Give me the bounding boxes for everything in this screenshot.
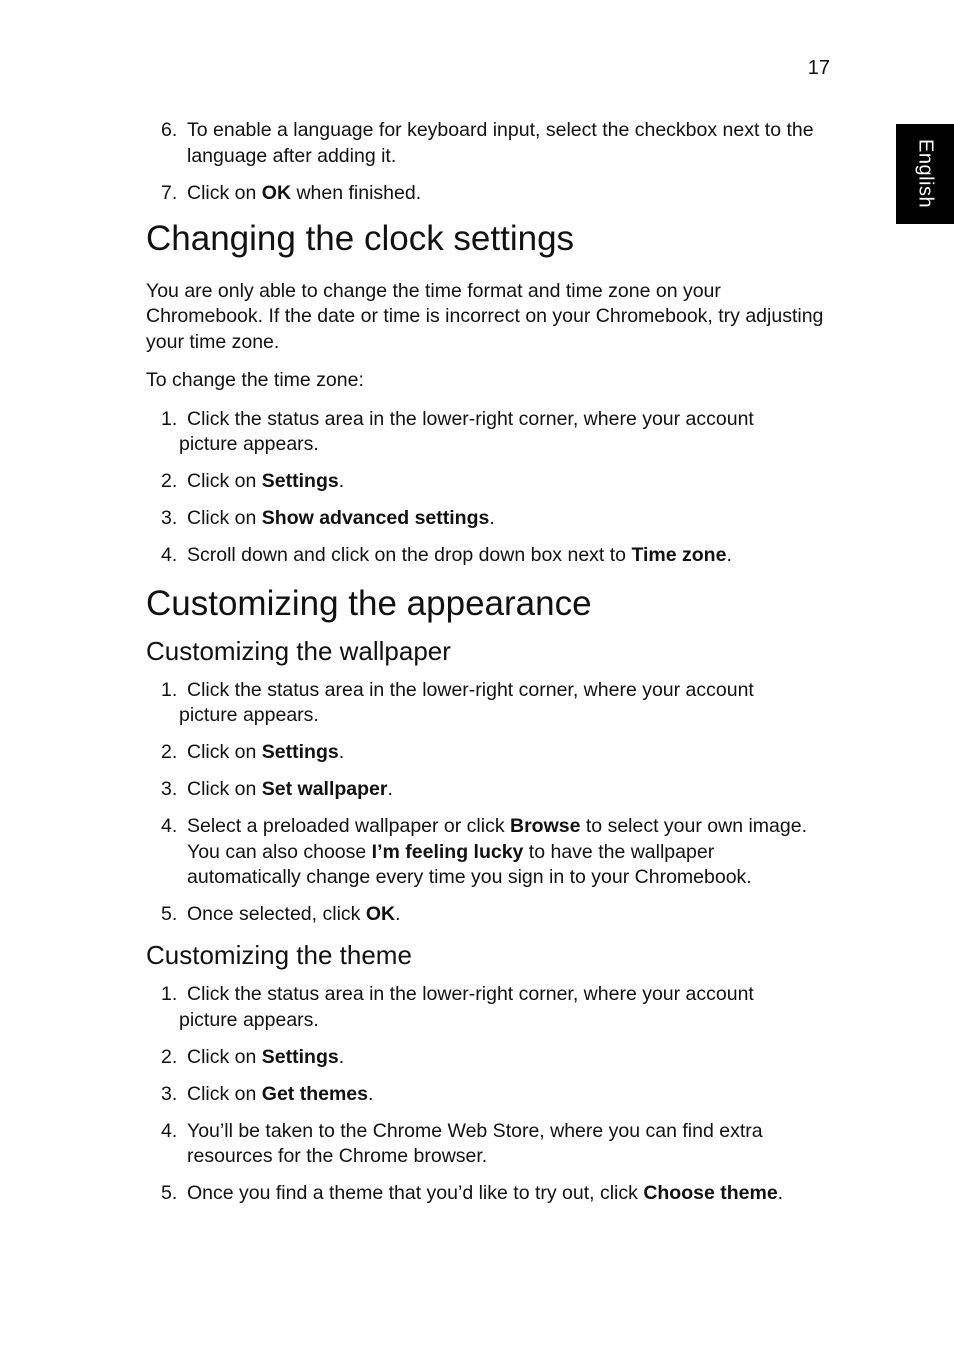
step-number: 5. [161, 903, 178, 925]
step-text: . [367, 1082, 374, 1105]
list-item [146, 506, 826, 532]
step-number: 1. [161, 983, 178, 1005]
step-bold-term: OK [365, 903, 396, 925]
step-number: 2. [161, 741, 178, 763]
step-text: Click on [187, 778, 262, 800]
clock-step-list [146, 407, 826, 569]
clock-intro: You are only able to change the time format and time zone on your Chromebook. If the date or time is incorrect on your Chromebook, try adjusting your time zone. [146, 279, 824, 353]
step-text: Once selected, click [187, 903, 366, 925]
appearance-heading: Customizing the appearance [146, 583, 592, 623]
language-tab-label: English [914, 139, 937, 209]
step-text: Select a preloaded wallpaper or click [187, 815, 511, 837]
step-text: Click on [187, 741, 262, 763]
list-item [146, 1045, 826, 1071]
step-text: Click on [187, 1045, 262, 1068]
language-tab [896, 124, 954, 224]
step-text: Click the status area in the lower-right corner, where your account [187, 407, 754, 430]
step-number: 1. [161, 678, 178, 701]
step-number: 4. [161, 815, 178, 837]
page-number: 17 [807, 57, 830, 79]
step-bold-term: Settings [261, 1045, 339, 1068]
list-item [146, 1181, 826, 1207]
step-number: 2. [161, 470, 178, 492]
step-number: 4. [161, 544, 178, 566]
list-item [146, 469, 826, 495]
step-bold-term: Settings [261, 741, 339, 763]
step-bold-term: Settings [261, 470, 339, 492]
wallpaper-heading: Customizing the wallpaper [146, 635, 451, 666]
list-item [146, 678, 826, 729]
step-number: 3. [161, 778, 178, 800]
step-number: 3. [161, 1082, 178, 1105]
step-text: . [726, 544, 732, 566]
step-text: Click the status area in the lower-right corner, where your account [187, 678, 754, 701]
clock-instruction: To change the time zone: [146, 369, 364, 391]
step-text: to select your own image. You can also choose [187, 815, 807, 863]
step-text: . [395, 903, 401, 925]
step-text: Click on [187, 470, 262, 492]
wallpaper-step-list [146, 678, 826, 928]
top-step-list [146, 118, 826, 206]
list-item [146, 814, 826, 891]
step-text: Scroll down and click on the drop down box next to [187, 544, 632, 566]
step-text: picture appears. [179, 433, 319, 455]
step-text: To enable a language for keyboard input, select the checkbox next to the language after adding it. [187, 119, 814, 167]
step-text: picture appears. [179, 1008, 319, 1031]
list-item [146, 902, 826, 928]
step-text: Click the status area in the lower-right corner, where your account [187, 983, 754, 1005]
list-item [146, 1119, 826, 1170]
step-number: 4. [161, 1119, 178, 1142]
step-text: . [777, 1182, 784, 1204]
step-number: 3. [161, 507, 178, 529]
step-bold-term: Set wallpaper [261, 778, 388, 800]
step-text: . [489, 507, 495, 529]
theme-step-list [146, 982, 826, 1207]
step-bold-term: Get themes [261, 1082, 368, 1105]
list-item [146, 982, 826, 1033]
step-number: 1. [161, 407, 178, 430]
list-item [146, 740, 826, 766]
step-text: Click on [187, 507, 262, 529]
step-text: to have the wallpaper automatically change every time you sign in to your Chromebook. [187, 840, 752, 888]
step-text: when finished. [291, 181, 422, 204]
step-text: Click on [187, 181, 262, 204]
list-item [146, 543, 826, 569]
page-content [146, 118, 826, 1218]
step-text: . [338, 741, 345, 763]
step-bold-term: OK [261, 181, 292, 204]
step-text: . [338, 1045, 345, 1068]
step-bold-term: I’m feeling lucky [371, 840, 524, 863]
step-bold-term: Show advanced settings [261, 507, 490, 529]
step-number: 7. [161, 181, 178, 204]
list-item [146, 181, 826, 207]
list-item [146, 407, 826, 458]
step-text: picture appears. [179, 704, 319, 726]
step-number: 6. [161, 119, 178, 141]
theme-heading: Customizing the theme [146, 940, 412, 970]
step-number: 2. [161, 1045, 178, 1068]
step-text: . [387, 778, 393, 800]
list-item [146, 118, 826, 169]
step-number: 5. [161, 1182, 178, 1204]
clock-heading: Changing the clock settings [146, 218, 575, 258]
step-text: Click on [187, 1082, 262, 1105]
step-bold-term: Time zone [631, 544, 727, 566]
step-text: Once you find a theme that you’d like to try out, click [187, 1182, 644, 1204]
step-bold-term: Choose theme [643, 1182, 778, 1204]
step-text: You’ll be taken to the Chrome Web Store, where you can find extra resources for the Chrome browser. [187, 1119, 763, 1167]
list-item [146, 777, 826, 803]
step-bold-term: Browse [510, 815, 581, 837]
list-item [146, 1082, 826, 1108]
step-text: . [338, 470, 345, 492]
